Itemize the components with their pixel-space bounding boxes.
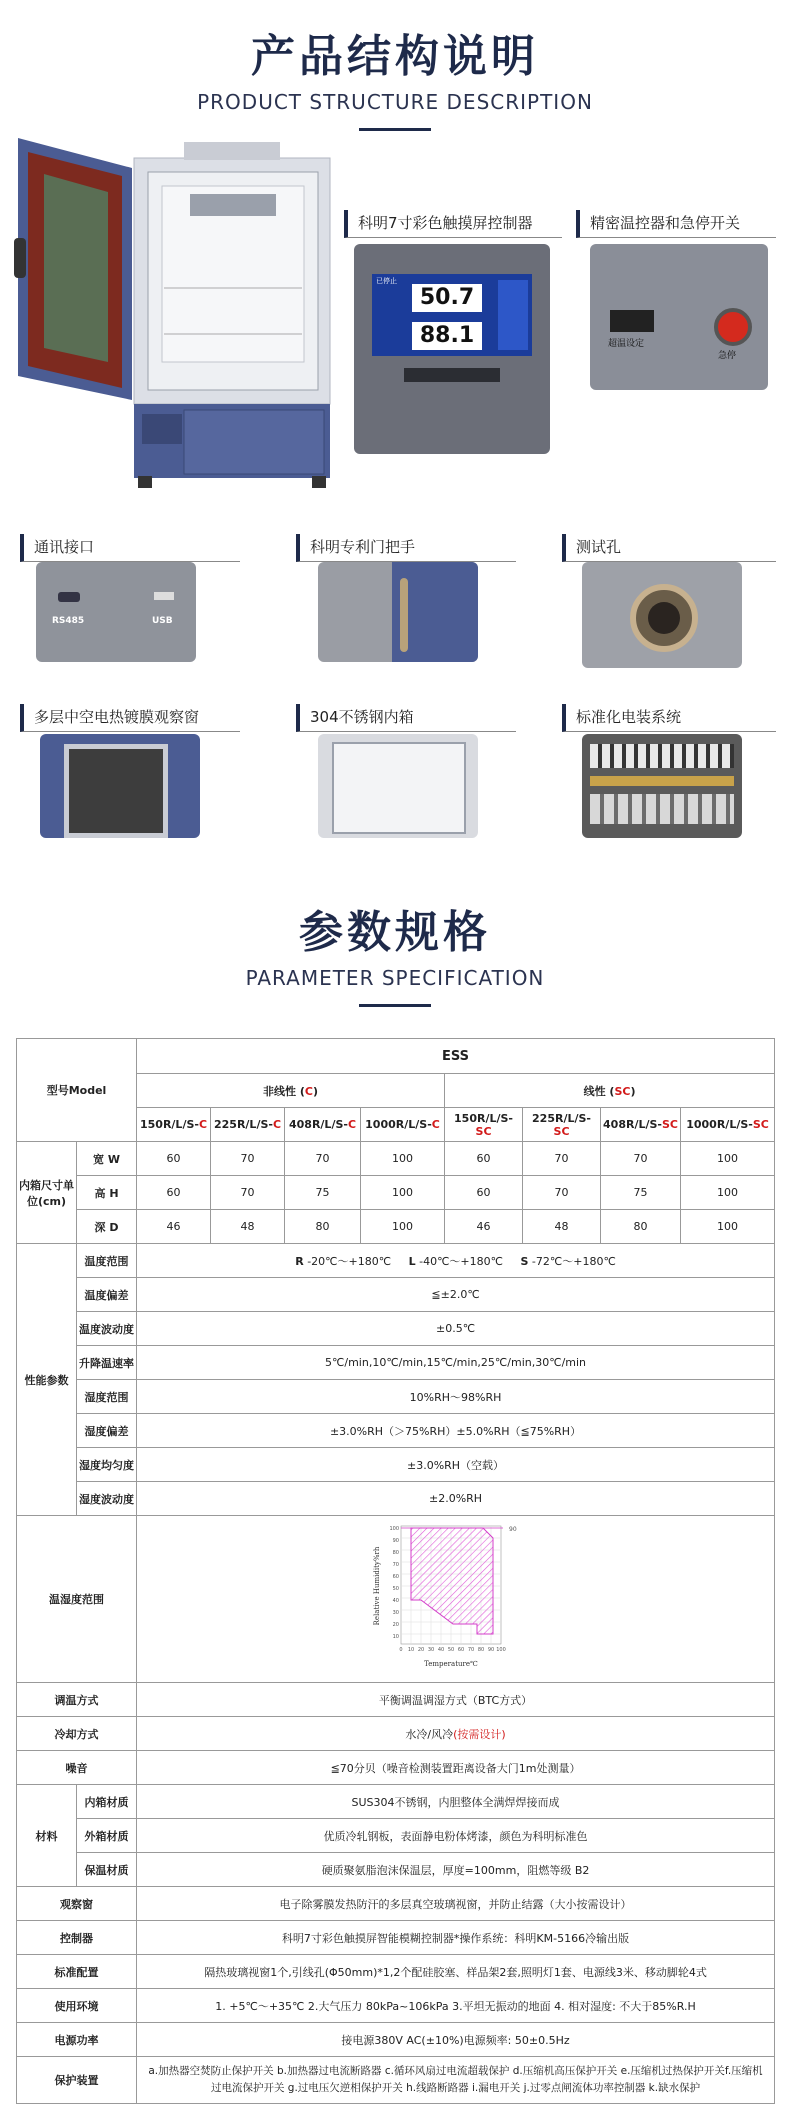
dim-cell: 80 bbox=[601, 1210, 681, 1244]
perf-row-label: 温度范围 bbox=[77, 1244, 137, 1278]
title-underline bbox=[359, 128, 431, 131]
screen-temp-value: 50.7 bbox=[412, 284, 482, 312]
dim-cell: 70 bbox=[285, 1142, 361, 1176]
row-value: 隔热玻璃视窗1个,引线孔(Φ50mm)*1,2个配硅胶塞、样品架2套,照明灯1套、电源线3米、移动脚轮4式 bbox=[137, 1955, 775, 1989]
dim-cell: 75 bbox=[285, 1176, 361, 1210]
dim-cell: 70 bbox=[523, 1142, 601, 1176]
y-tick: 80 bbox=[392, 1550, 399, 1556]
innerbox-image bbox=[318, 734, 478, 838]
dim-row-label: 深 D bbox=[77, 1210, 137, 1244]
model-cell: 225R/L/S-SC bbox=[523, 1108, 601, 1142]
feature-comm-label: 通讯接口 bbox=[20, 534, 240, 562]
feature-estop bbox=[576, 210, 776, 238]
chart-ylabel: Relative Humidity%rh bbox=[372, 1546, 381, 1626]
linear-header: 线性 (SC) bbox=[445, 1074, 775, 1108]
cooling-label: 冷却方式 bbox=[17, 1717, 137, 1751]
perf-row-value: ±3.0%RH（空载） bbox=[137, 1448, 775, 1482]
feature-electrical-label: 标准化电装系统 bbox=[562, 704, 776, 732]
model-cell: 150R/L/S-SC bbox=[445, 1108, 523, 1142]
structure-title-en: PRODUCT STRUCTURE DESCRIPTION bbox=[197, 90, 593, 114]
material-row-value: 优质冷轧钢板，表面静电粉体烤漆，颜色为科明标准色 bbox=[137, 1819, 775, 1853]
perf-row-value: ≦±2.0℃ bbox=[137, 1278, 775, 1312]
material-row-value: 硬质聚氨脂泡沫保温层，厚度=100mm，阻燃等级 B2 bbox=[137, 1853, 775, 1887]
params-title-underline bbox=[359, 1004, 431, 1007]
model-cell: 1000R/L/S-SC bbox=[681, 1108, 775, 1142]
perf-row-label: 升降温速率 bbox=[77, 1346, 137, 1380]
rs485-label: RS485 bbox=[52, 616, 85, 626]
spec-table bbox=[16, 1038, 775, 2104]
y-tick: 10 bbox=[392, 1634, 399, 1640]
noise-label: 噪音 bbox=[17, 1751, 137, 1785]
y-tick: 50 bbox=[392, 1586, 399, 1592]
feature-window bbox=[20, 704, 240, 732]
y-tick: 20 bbox=[392, 1622, 399, 1628]
th-range-label: 温湿度范围 bbox=[17, 1516, 137, 1683]
perf-label: 性能参数 bbox=[17, 1244, 77, 1516]
dim-cell: 100 bbox=[361, 1142, 445, 1176]
dim-cell: 60 bbox=[137, 1142, 211, 1176]
dim-cell: 80 bbox=[285, 1210, 361, 1244]
row-label: 电源功率 bbox=[17, 2023, 137, 2057]
dim-cell: 100 bbox=[361, 1176, 445, 1210]
dim-row-label: 宽 W bbox=[77, 1142, 137, 1176]
row-label: 控制器 bbox=[17, 1921, 137, 1955]
protect-label: 保护装置 bbox=[17, 2057, 137, 2104]
x-tick: 20 bbox=[417, 1647, 424, 1653]
model-cell: 1000R/L/S-C bbox=[361, 1108, 445, 1142]
model-cell: 225R/L/S-C bbox=[211, 1108, 285, 1142]
x-tick: 40 bbox=[437, 1647, 444, 1653]
perf-row-value: ±0.5℃ bbox=[137, 1312, 775, 1346]
perf-row-value: 5℃/min,10℃/min,15℃/min,25℃/min,30℃/min bbox=[137, 1346, 775, 1380]
y-tick: 100 bbox=[388, 1526, 399, 1532]
dim-cell: 48 bbox=[211, 1210, 285, 1244]
structure-title-cn: 产品结构说明 bbox=[251, 31, 539, 82]
estop-label: 急停 bbox=[718, 351, 737, 361]
x-tick: 60 bbox=[457, 1647, 464, 1653]
feature-electrical bbox=[562, 704, 776, 732]
row-label: 使用环境 bbox=[17, 1989, 137, 2023]
row-value: 科明7寸彩色触摸屏智能模糊控制器*操作系统：科明KM-5166冷输出版 bbox=[137, 1921, 775, 1955]
dim-cell: 60 bbox=[137, 1176, 211, 1210]
params-title-cn: 参数规格 bbox=[299, 907, 491, 958]
th-range-chart-cell bbox=[137, 1516, 775, 1683]
dim-cell: 46 bbox=[137, 1210, 211, 1244]
dim-cell: 70 bbox=[523, 1176, 601, 1210]
feature-handle-label: 科明专利门把手 bbox=[296, 534, 516, 562]
feature-testhole-label: 测试孔 bbox=[562, 534, 776, 562]
feature-innerbox bbox=[296, 704, 516, 732]
params-title-en: PARAMETER SPECIFICATION bbox=[245, 966, 545, 990]
cooling-value: 水冷/风冷(按需设计) bbox=[137, 1717, 775, 1751]
x-tick: 80 bbox=[477, 1647, 484, 1653]
model-cell: 408R/L/S-SC bbox=[601, 1108, 681, 1142]
dim-cell: 100 bbox=[681, 1176, 775, 1210]
x-tick: 0 bbox=[398, 1647, 403, 1653]
feature-testhole bbox=[562, 534, 776, 562]
row-label: 标准配置 bbox=[17, 1955, 137, 1989]
protect-line-1: a.加热器空焚防止保护开关 b.加热器过电流断路器 c.循环风扇过电流超载保护 d.压缩机高压保护开关 e.压缩机过热保护开关f.压缩机 bbox=[148, 2065, 763, 2077]
window-image bbox=[40, 734, 200, 838]
material-row-label: 内箱材质 bbox=[77, 1785, 137, 1819]
row-value: 接电源380V AC(±10%)电源频率: 50±0.5Hz bbox=[137, 2023, 775, 2057]
controller-image bbox=[354, 244, 550, 454]
screen-hum-value: 88.1 bbox=[412, 322, 482, 350]
x-tick: 70 bbox=[467, 1647, 474, 1653]
feature-window-label: 多层中空电热镀膜观察窗 bbox=[20, 704, 240, 732]
perf-row-label: 湿度范围 bbox=[77, 1380, 137, 1414]
dim-row-label: 高 H bbox=[77, 1176, 137, 1210]
dim-cell: 60 bbox=[445, 1176, 523, 1210]
series-name: ESS bbox=[137, 1039, 775, 1074]
y-tick: 60 bbox=[392, 1574, 399, 1580]
dim-cell: 75 bbox=[601, 1176, 681, 1210]
perf-row-label: 湿度波动度 bbox=[77, 1482, 137, 1516]
chart-xlabel: Temperature℃ bbox=[423, 1660, 478, 1668]
dim-cell: 100 bbox=[681, 1142, 775, 1176]
row-value: 电子除雾膜发热防汗的多层真空玻璃视窗，并防止结露（大小按需设计） bbox=[137, 1887, 775, 1921]
dim-label: 内箱尺寸单位(cm) bbox=[17, 1142, 77, 1244]
row-label: 调温方式 bbox=[17, 1683, 137, 1717]
dim-cell: 70 bbox=[601, 1142, 681, 1176]
feature-estop-label: 精密温控器和急停开关 bbox=[576, 210, 776, 238]
feature-controller-label: 科明7寸彩色触摸屏控制器 bbox=[344, 210, 562, 238]
row-value: 平衡调温调湿方式（BTC方式） bbox=[137, 1683, 775, 1717]
x-tick: 30 bbox=[427, 1647, 434, 1653]
dim-cell: 48 bbox=[523, 1210, 601, 1244]
noise-value: ≦70分贝（噪音检测装置距离设备大门1m处测量） bbox=[137, 1751, 775, 1785]
machine-image bbox=[14, 138, 334, 488]
chart-right-label: 90 bbox=[508, 1526, 517, 1533]
temp-range-value: R -20℃～+180℃ L -40℃～+180℃ S -72℃～+180℃ bbox=[137, 1244, 775, 1278]
perf-row-value: 10%RH～98%RH bbox=[137, 1380, 775, 1414]
y-tick: 40 bbox=[392, 1598, 399, 1604]
model-cell: 408R/L/S-C bbox=[285, 1108, 361, 1142]
model-cell: 150R/L/S-C bbox=[137, 1108, 211, 1142]
electrical-image bbox=[582, 734, 742, 838]
dim-cell: 46 bbox=[445, 1210, 523, 1244]
perf-row-label: 温度波动度 bbox=[77, 1312, 137, 1346]
x-tick: 100 bbox=[495, 1647, 506, 1653]
handle-image bbox=[318, 562, 478, 662]
dim-cell: 100 bbox=[681, 1210, 775, 1244]
row-value: 1. +5℃～+35℃ 2.大气压力 80kPa~106kPa 3.平坦无振动的地面 4. 相对湿度: 不大于85%R.H bbox=[137, 1989, 775, 2023]
y-tick: 90 bbox=[392, 1538, 399, 1544]
perf-row-label: 温度偏差 bbox=[77, 1278, 137, 1312]
testhole-image bbox=[582, 562, 742, 668]
material-row-label: 外箱材质 bbox=[77, 1819, 137, 1853]
dim-cell: 70 bbox=[211, 1142, 285, 1176]
row-label: 观察窗 bbox=[17, 1887, 137, 1921]
feature-handle bbox=[296, 534, 516, 562]
dim-cell: 60 bbox=[445, 1142, 523, 1176]
x-tick: 10 bbox=[407, 1647, 414, 1653]
y-tick: 30 bbox=[392, 1610, 399, 1616]
dim-cell: 70 bbox=[211, 1176, 285, 1210]
protect-line-2: 过电流保护开关 g.过电压欠逆相保护开关 h.线路断路器 i.漏电开关 j.过零点闸流体功率控制器 k.缺水保护 bbox=[210, 2082, 701, 2094]
model-label: 型号Model bbox=[17, 1039, 137, 1142]
overtemp-label: 超温设定 bbox=[608, 339, 645, 349]
comm-image bbox=[36, 562, 196, 662]
feature-comm bbox=[20, 534, 240, 562]
x-tick: 90 bbox=[487, 1647, 494, 1653]
feature-innerbox-label: 304不锈钢内箱 bbox=[296, 704, 516, 732]
protect-value bbox=[137, 2057, 775, 2104]
th-range-chart bbox=[371, 1520, 541, 1678]
perf-row-value: ±2.0%RH bbox=[137, 1482, 775, 1516]
material-row-label: 保温材质 bbox=[77, 1853, 137, 1887]
screen-stop-text: 已停止 bbox=[376, 277, 397, 285]
estop-button bbox=[714, 308, 752, 346]
material-label: 材料 bbox=[17, 1785, 77, 1887]
dim-cell: 100 bbox=[361, 1210, 445, 1244]
usb-label: USB bbox=[152, 616, 173, 626]
material-row-value: SUS304不锈钢，内胆整体全满焊焊接而成 bbox=[137, 1785, 775, 1819]
structure-header bbox=[0, 20, 790, 131]
y-tick: 70 bbox=[392, 1562, 399, 1568]
perf-row-value: ±3.0%RH（＞75%RH）±5.0%RH（≦75%RH） bbox=[137, 1414, 775, 1448]
perf-row-label: 湿度均匀度 bbox=[77, 1448, 137, 1482]
nonlinear-header: 非线性 (C) bbox=[137, 1074, 445, 1108]
feature-controller bbox=[344, 210, 562, 238]
x-tick: 50 bbox=[447, 1647, 454, 1653]
params-header bbox=[0, 896, 790, 1007]
perf-row-label: 湿度偏差 bbox=[77, 1414, 137, 1448]
estop-image bbox=[590, 244, 768, 390]
